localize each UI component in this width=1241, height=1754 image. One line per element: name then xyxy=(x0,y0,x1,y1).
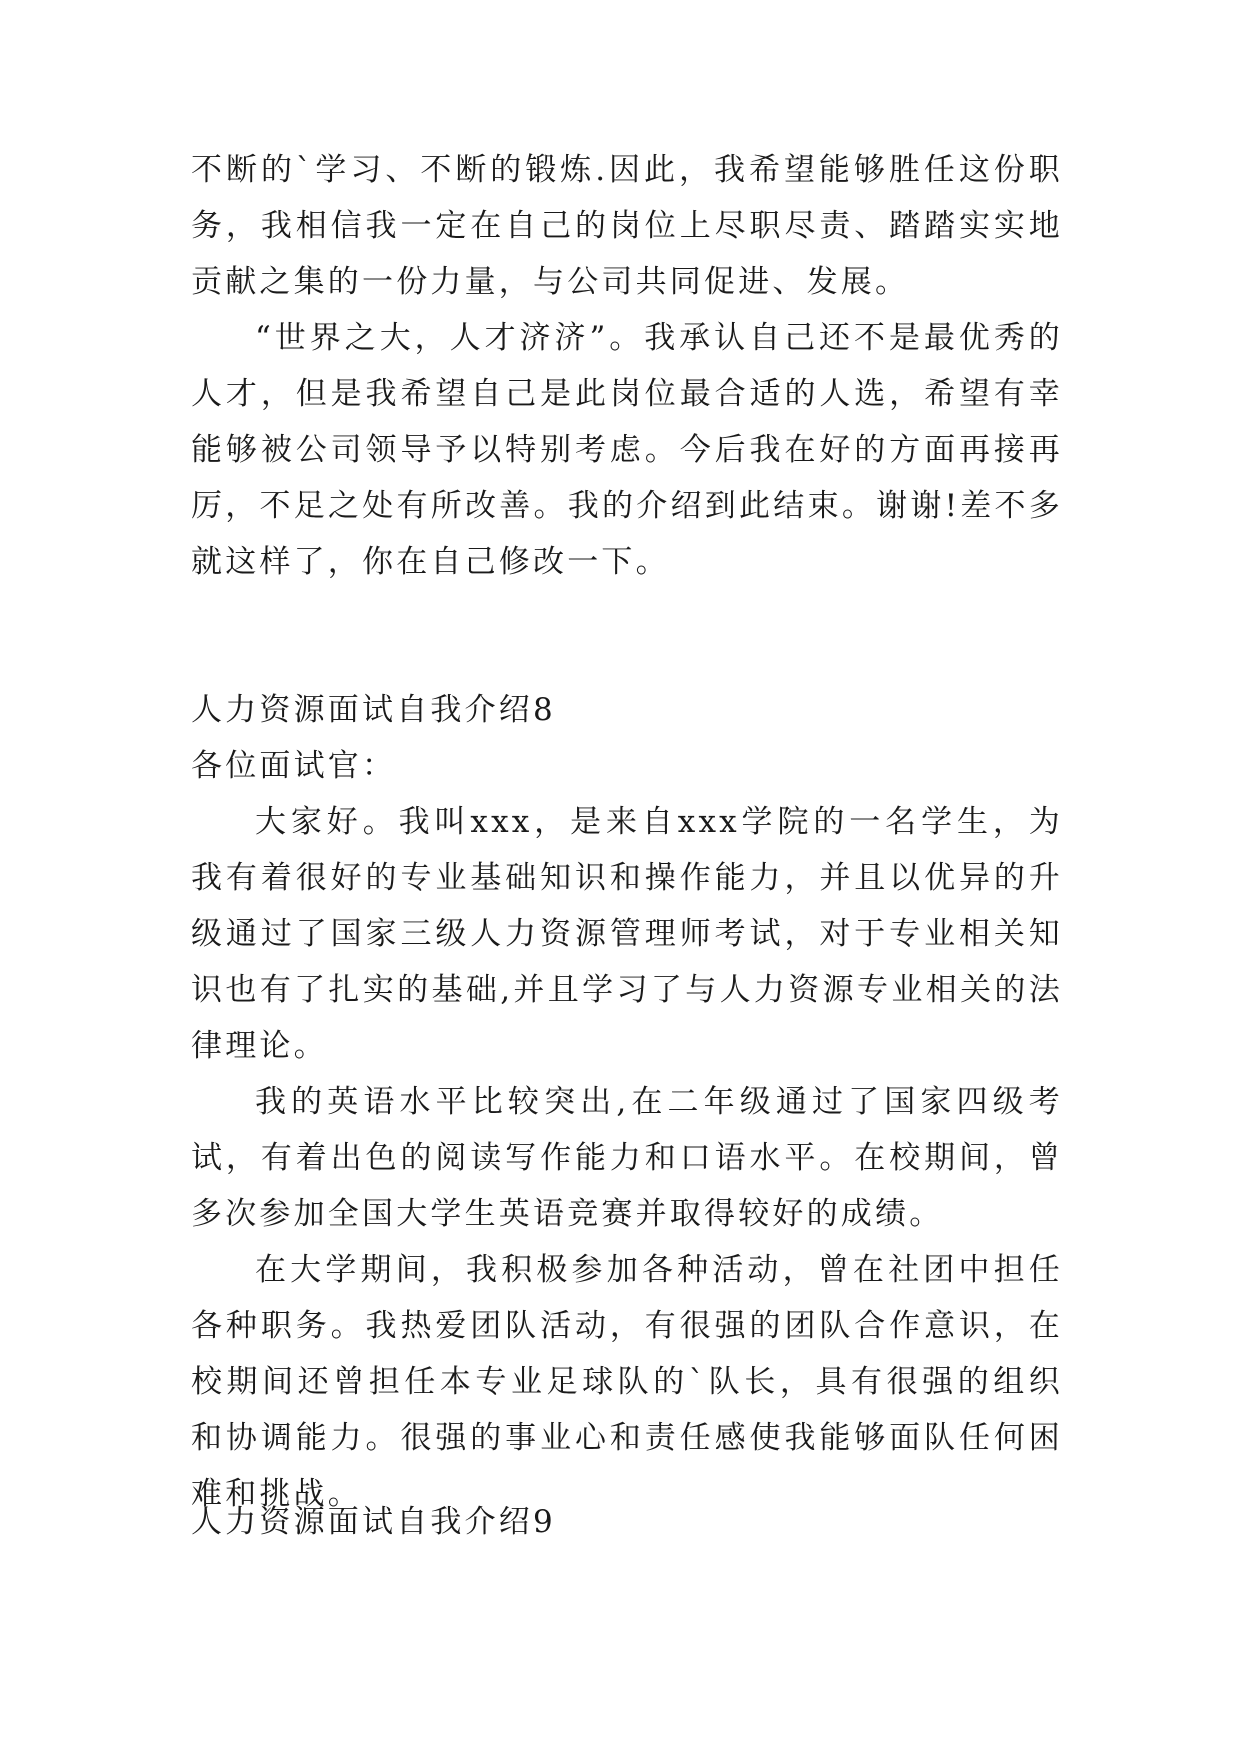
paragraph: 我的英语水平比较突出,在二年级通过了国家四级考试，有着出色的阅读写作能力和口语水平。在校期间，曾多次参加全国大学生英语竞赛并取得较好的成绩。 xyxy=(191,1084,1063,1232)
paragraph: 不断的`学习、不断的锻炼.因此，我希望能够胜任这份职务，我相信我一定在自己的岗位上尽职尽责、踏踏实实地贡献之集的一份力量，与公司共同促进、发展。 xyxy=(191,152,1063,300)
section-8 xyxy=(191,682,1063,1522)
section-heading: 人力资源面试自我介绍9 xyxy=(191,1504,556,1540)
paragraph: 在大学期间，我积极参加各种活动，曾在社团中担任各种职务。我热爱团队活动，有很强的团队合作意识，在校期间还曾担任本专业足球队的`队长，具有很强的组织和协调能力。很强的事业心和责任感使我能够面队任何困难和挑战。 xyxy=(191,1252,1063,1512)
section-9 xyxy=(191,1494,1063,1550)
paragraph: “世界之大，人才济济”。我承认自己还不是最优秀的人才，但是我希望自己是此岗位最合适的人选，希望有幸能够被公司领导予以特别考虑。今后我在好的方面再接再厉，不足之处有所改善。我的介绍到此结束。谢谢!差不多就这样了，你在自己修改一下。 xyxy=(191,320,1063,580)
section-heading: 人力资源面试自我介绍8 xyxy=(191,692,556,728)
salutation: 各位面试官： xyxy=(191,748,397,784)
section-7-tail xyxy=(191,142,1063,590)
paragraph: 大家好。我叫xxx，是来自xxx学院的一名学生，为我有着很好的专业基础知识和操作能力，并且以优异的升级通过了国家三级人力资源管理师考试，对于专业相关知识也有了扎实的基础,并且学习了与人力资源专业相关的法律理论。 xyxy=(191,804,1063,1064)
